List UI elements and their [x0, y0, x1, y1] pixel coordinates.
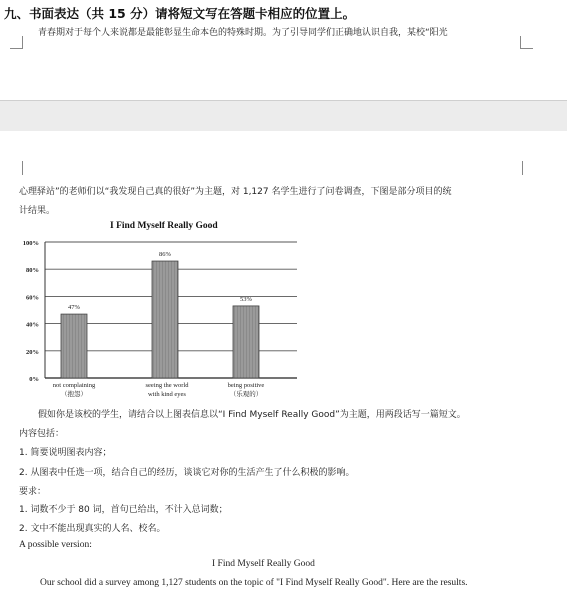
- x-tick-label: with kind eyes: [148, 391, 186, 398]
- y-tick-label: 100%: [22, 240, 39, 247]
- bar: [233, 306, 259, 378]
- y-tick-label: 20%: [26, 348, 39, 356]
- bar: [152, 261, 178, 378]
- requirement-2: 2. 从图表中任选一项，结合自己的经历，谈谈它对你的生活产生了什么积极的影响。: [19, 468, 355, 478]
- x-tick-label: not complaining: [52, 382, 96, 389]
- task-line-1: 假如你是该校的学生，请结合以上图表信息以“I Find Myself Really Good”为主题，用两段话写一篇短文。: [38, 410, 466, 420]
- bar-value-label: 47%: [68, 304, 80, 312]
- intro-line-2: 心理驿站”的老师们以“我发现自己真的很好”为主题，对 1,127 名学生进行了问卷调查，下图是部分项目的统: [19, 187, 452, 197]
- question-heading: 九、书面表达（共 15 分）请将短文写在答题卡相应的位置上。: [4, 6, 356, 21]
- demand-2: 2. 文中不能出现真实的人名、校名。: [19, 524, 166, 534]
- essay-title: I Find Myself Really Good: [212, 559, 315, 569]
- x-tick-label: being positive: [227, 382, 265, 389]
- version-label: A possible version:: [19, 540, 92, 550]
- y-tick-label: 40%: [26, 321, 39, 329]
- requirement-1: 1. 简要说明图表内容；: [19, 448, 112, 458]
- essay-line-1: Our school did a survey among 1,127 students on the topic of "I Find Myself Really Good". Here are the results.: [40, 578, 468, 588]
- task-line-2: 内容包括：: [19, 429, 65, 439]
- x-tick-label: （抱怨）: [61, 391, 87, 398]
- y-tick-label: 60%: [26, 294, 39, 302]
- chart-title: I Find Myself Really Good: [110, 221, 218, 231]
- bar-value-label: 53%: [240, 295, 252, 303]
- bar-value-label: 86%: [159, 251, 171, 259]
- intro-line-3: 计结果。: [19, 206, 56, 216]
- demand-1: 1. 词数不少于 80 词，首句已给出，不计入总词数；: [19, 505, 228, 515]
- x-tick-label: （乐观的）: [229, 391, 263, 398]
- intro-line-1: 青春期对于每个人来说都是最能彰显生命本色的特殊时期。为了引导同学们正确地认识自我，某校“阳光: [38, 28, 448, 38]
- y-tick-label: 0%: [29, 376, 39, 383]
- demand-label: 要求：: [19, 487, 47, 497]
- bar: [61, 314, 87, 378]
- x-tick-label: seeing the world: [145, 382, 189, 389]
- y-tick-label: 80%: [26, 267, 39, 275]
